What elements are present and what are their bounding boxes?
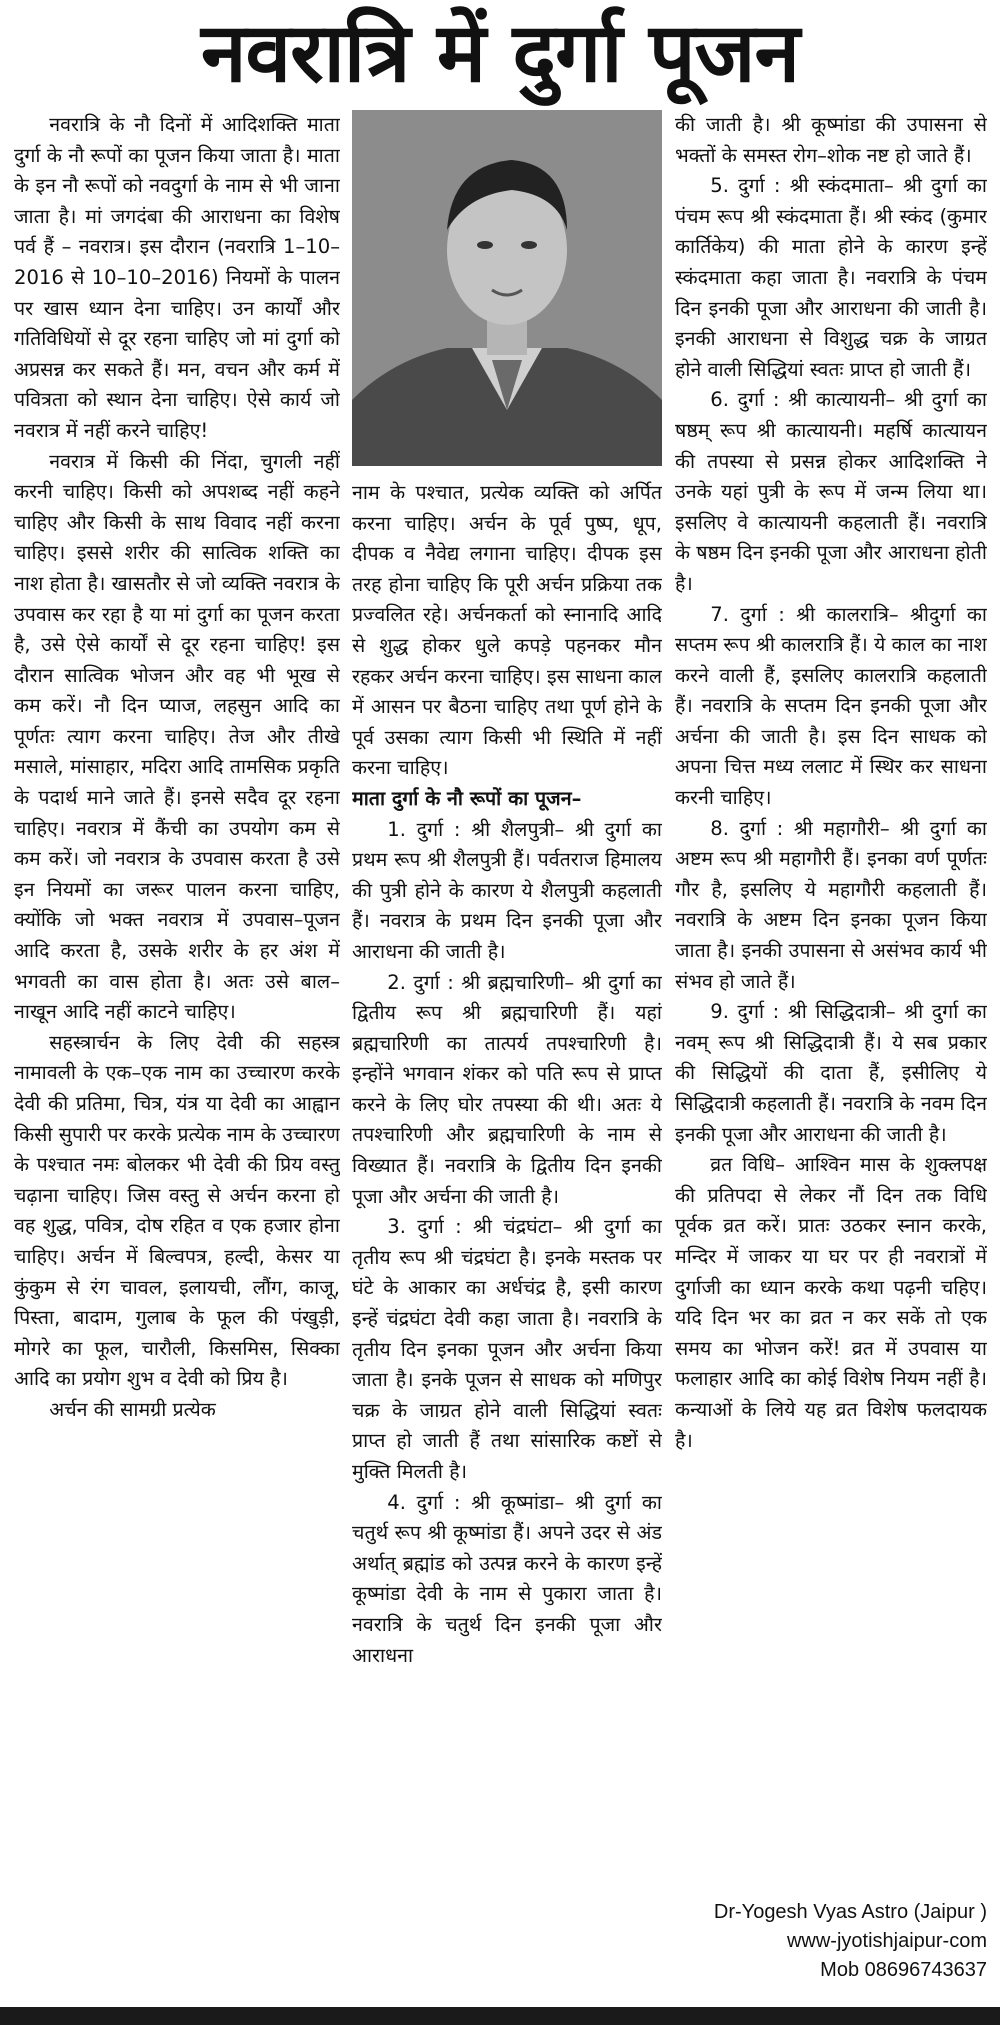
paragraph: व्रत विधि– आश्विन मास के शुक्लपक्ष की प्रतिपदा से लेकर नौं दिन तक विधि पूर्वक व्रत करें। प्रातः उठकर स्नान करके, मन्दिर में जाकर या घर पर ही नवरात्रों में दुर्गाजी का ध्यान करके कथा पढ़नी चहिए। यदि दिन भर का व्रत न कर सकें तो एक समय का भोजन करें! व्रत में उपवास या फलाहार आदि का कोई विशेष नियम नहीं है। कन्याओं के लिये यह व्रत विशेष फलदायक है। (675, 1153, 987, 1452)
section-subheading: माता दुर्गा के नौ रूपों का पूजन– (352, 786, 582, 810)
paragraph: नवरात्र में किसी की निंदा, चुगली नहीं करनी चाहिए। किसी को अपशब्द नहीं कहने चाहिए और किसी के साथ विवाद नहीं करना चाहिए। इससे शरीर की सात्विक शक्ति का नाश होता है। खासतौर से जो व्यक्ति नवरात्र के उपवास कर रहा है या मां दुर्गा का पूजन करता है, उसे ऐसे कार्यों से दूर रहना चाहिए! इस दौरान सात्विक भोजन और वह भी भूख से कम करें। नौ दिन प्याज, लहसुन आदि का पूर्णतः त्याग करना चाहिए। तेज और तीखे मसाले, मांसाहार, मदिरा आदि तामसिक प्रकृति के पदार्थ माने जाते हैं। इनसे सदैव दूर रहना चाहिए। नवरात्र में कैंची का उपयोग कम से कम करें। जो नवरात्र के उपवास करता है उसे इन नियमों का जरूर पालन करना चाहिए, क्योंकि जो भक्त नवरात्र में उपवास–पूजन आदि करता है, उसके शरीर के हर अंश में भगवती का वास होता है। अतः उसे बाल–नाखून आदि नहीं काटने चाहिए। (14, 449, 340, 1024)
author-photo (352, 110, 662, 466)
paragraph: अर्चन की सामग्री प्रत्येक (49, 1397, 216, 1421)
paragraph: की जाती है। श्री कूष्मांडा की उपासना से भक्तों के समस्त रोग–शोक नष्ट हो जाते हैं। (675, 113, 987, 167)
paragraph: 5. दुर्गा : श्री स्कंदमाता– श्री दुर्गा का पंचम रूप श्री स्कंदमाता हैं। श्री स्कंद (कुमार कार्तिकेय) की माता होने के कारण इन्हें स्कंदमाता कहा जाता है। नवरात्रि के पंचम दिन इनकी पूजा और आराधना की जाती है। इनकी आराधना से विशुद्ध चक्र के जाग्रत होने वाली सिद्धियां स्वतः प्राप्त हो जाती हैं। (675, 174, 987, 381)
paragraph: सहस्त्रार्चन के लिए देवी की सहस्त्र नामावली के एक–एक नाम का उच्चारण करके देवी की प्रतिमा, चित्र, यंत्र या देवी का आह्वान किसी सुपारी पर करके प्रत्येक नाम के उच्चारण के पश्चात नमः बोलकर भी देवी की प्रिय वस्तु चढ़ाना चाहिए। जिस वस्तु से अर्चन करना हो वह शुद्ध, पवित्र, दोष रहित व एक हजार होना चाहिए। अर्चन में बिल्वपत्र, हल्दी, केसर या कुंकुम से रंग चावल, इलायची, लौंग, काजू, पिस्ता, बादाम, गुलाब के फूल की पंखुड़ी, मोगरे का फूल, चारौली, किसमिस, सिक्का आदि का प्रयोग शुभ व देवी को प्रिय है। (14, 1030, 340, 1391)
paragraph: 3. दुर्गा : श्री चंद्रघंटा– श्री दुर्गा का तृतीय रूप श्री चंद्रघंटा है। इनके मस्तक पर घंटे के आकार का अर्धचंद्र है, इसी कारण इन्हें चंद्रघंटा देवी कहा जाता है। नवरात्रि के तृतीय दिन इनका पूजन और अर्चना किया जाता है। इनके पूजन से साधक को मणिपुर चक्र के जाग्रत होने वाली सिद्धियां स्वतः प्राप्त हो जाती हैं तथा सांसारिक कष्टों से मुक्ति मिलती है। (352, 1215, 662, 1483)
column-3 (675, 110, 987, 1850)
paragraph: 8. दुर्गा : श्री महागौरी– श्री दुर्गा का अष्टम रूप श्री महागौरी हैं। इनका वर्ण पूर्णतः गौर है, इसलिए ये महागौरी कहलाती हैं। नवरात्रि के अष्टम दिन इनका पूजन किया जाता है। इनकी उपासना से असंभव कार्य भी संभव हो जाते हैं। (675, 816, 987, 993)
paragraph: 4. दुर्गा : श्री कूष्मांडा– श्री दुर्गा का चतुर्थ रूप श्री कूष्मांडा हैं। अपने उदर से अंड अर्थात् ब्रह्मांड को उत्पन्न करने के कारण इन्हें कूष्मांडा देवी के नाम से पुकारा जाता है। नवरात्रि के चतुर्थ दिन इनकी पूजा और आराधना (352, 1490, 662, 1667)
column-1 (14, 110, 340, 1995)
bottom-rule (0, 2007, 1000, 2025)
paragraph: 6. दुर्गा : श्री कात्यायनी– श्री दुर्गा का षष्ठम् रूप श्री कात्यायनी। महर्षि कात्यायन की तपस्या से प्रसन्न होकर आदिशक्ति ने उनके यहां पुत्री के रूप में जन्म लिया था। इसलिए वे कात्यायनी कहलाती हैं। नवरात्रि के षष्ठम दिन इनकी पूजा और आराधना होती है। (675, 388, 987, 595)
author-website: www-jyotishjaipur-com (786, 1930, 987, 1952)
paragraph: 1. दुर्गा : श्री शैलपुत्री– श्री दुर्गा का प्रथम रूप श्री शैलपुत्री हैं। पर्वतराज हिमालय की पुत्री होने के कारण ये शैलपुत्री कहलाती हैं। नवरात्र के प्रथम दिन इनकी पूजा और आराधना की जाती है। (352, 817, 662, 963)
headline: नवरात्रि में दुर्गा पूजन (201, 6, 799, 101)
author-name: Dr-Yogesh Vyas Astro (Jaipur ) (713, 1901, 987, 1923)
author-mobile: Mob 08696743637 (820, 1959, 987, 1981)
paragraph: 7. दुर्गा : श्री कालरात्रि– श्रीदुर्गा का सप्तम रूप श्री कालरात्रि हैं। ये काल का नाश करने वाली हैं, इसलिए कालरात्रि कहलाती हैं। नवरात्रि के सप्तम दिन इनकी पूजा और अर्चना की जाती है। इस दिन साधक को अपना चित्त मध्य ललाट में स्थिर कर साधना करनी चाहिए। (675, 602, 987, 810)
author-portrait-image (352, 110, 662, 466)
paragraph: 2. दुर्गा : श्री ब्रह्मचारिणी– श्री दुर्गा का द्वितीय रूप श्री ब्रह्मचारिणी हैं। यहां ब्रह्मचारिणी का तात्पर्य तपश्चारिणी है। इन्होंने भगवान शंकर को पति रूप से प्राप्त करने के लिए घोर तपस्या की थी। अतः ये तपश्चारिणी और ब्रह्मचारिणी के नाम से विख्यात हैं। नवरात्रि के द्वितीय दिन इनकी पूजा और अर्चना की जाती है। (352, 970, 662, 1208)
paragraph: नवरात्रि के नौ दिनों में आदिशक्ति माता दुर्गा के नौ रूपों का पूजन किया जाता है। माता के इन नौ रूपों को नवदुर्गा के नाम से भी जाना जाता है। मां जगदंबा की आराधना का विशेष पर्व हैं – नवरात्र। इस दौरान (नवरात्रि 1–10–2016 से 10–10–2016) नियमों के पालन पर खास ध्यान देना चाहिए। उन कार्यों और गतिविधियों से दूर रहना चाहिए जो मां दुर्गा को अप्रसन्न कर सकते हैं। मन, वचन और कर्म में पवित्रता को स्थान देना चाहिए। ऐसे कार्य जो नवरात्र में नहीं करने चाहिए! (14, 113, 340, 442)
column-2 (352, 478, 662, 1995)
paragraph: 9. दुर्गा : श्री सिद्धिदात्री– श्री दुर्गा का नवम् रूप श्री सिद्धिदात्री हैं। ये सब प्रकार की सिद्धियों की दाता हैं, इसीलिए ये सिद्धिदात्री कहलाती हैं। नवरात्रि के नवम दिन इनकी पूजा और आराधना की जाती है। (675, 1000, 987, 1146)
paragraph: नाम के पश्चात, प्रत्येक व्यक्ति को अर्पित करना चाहिए। अर्चन के पूर्व पुष्प, धूप, दीपक व नैवेद्य लगाना चाहिए। दीपक इस तरह होना चाहिए कि पूरी अर्चन प्रक्रिया तक प्रज्वलित रहे। अर्चनकर्ता को स्नानादि आदि से शुद्ध होकर धुले कपड़े पहनकर मौन रहकर अर्चन करना चाहिए। इस साधना काल में आसन पर बैठना चाहिए तथा पूर्ण होने के पूर्व उसका त्याग किसी भी स्थिति में नहीं करना चाहिए। (352, 481, 662, 780)
